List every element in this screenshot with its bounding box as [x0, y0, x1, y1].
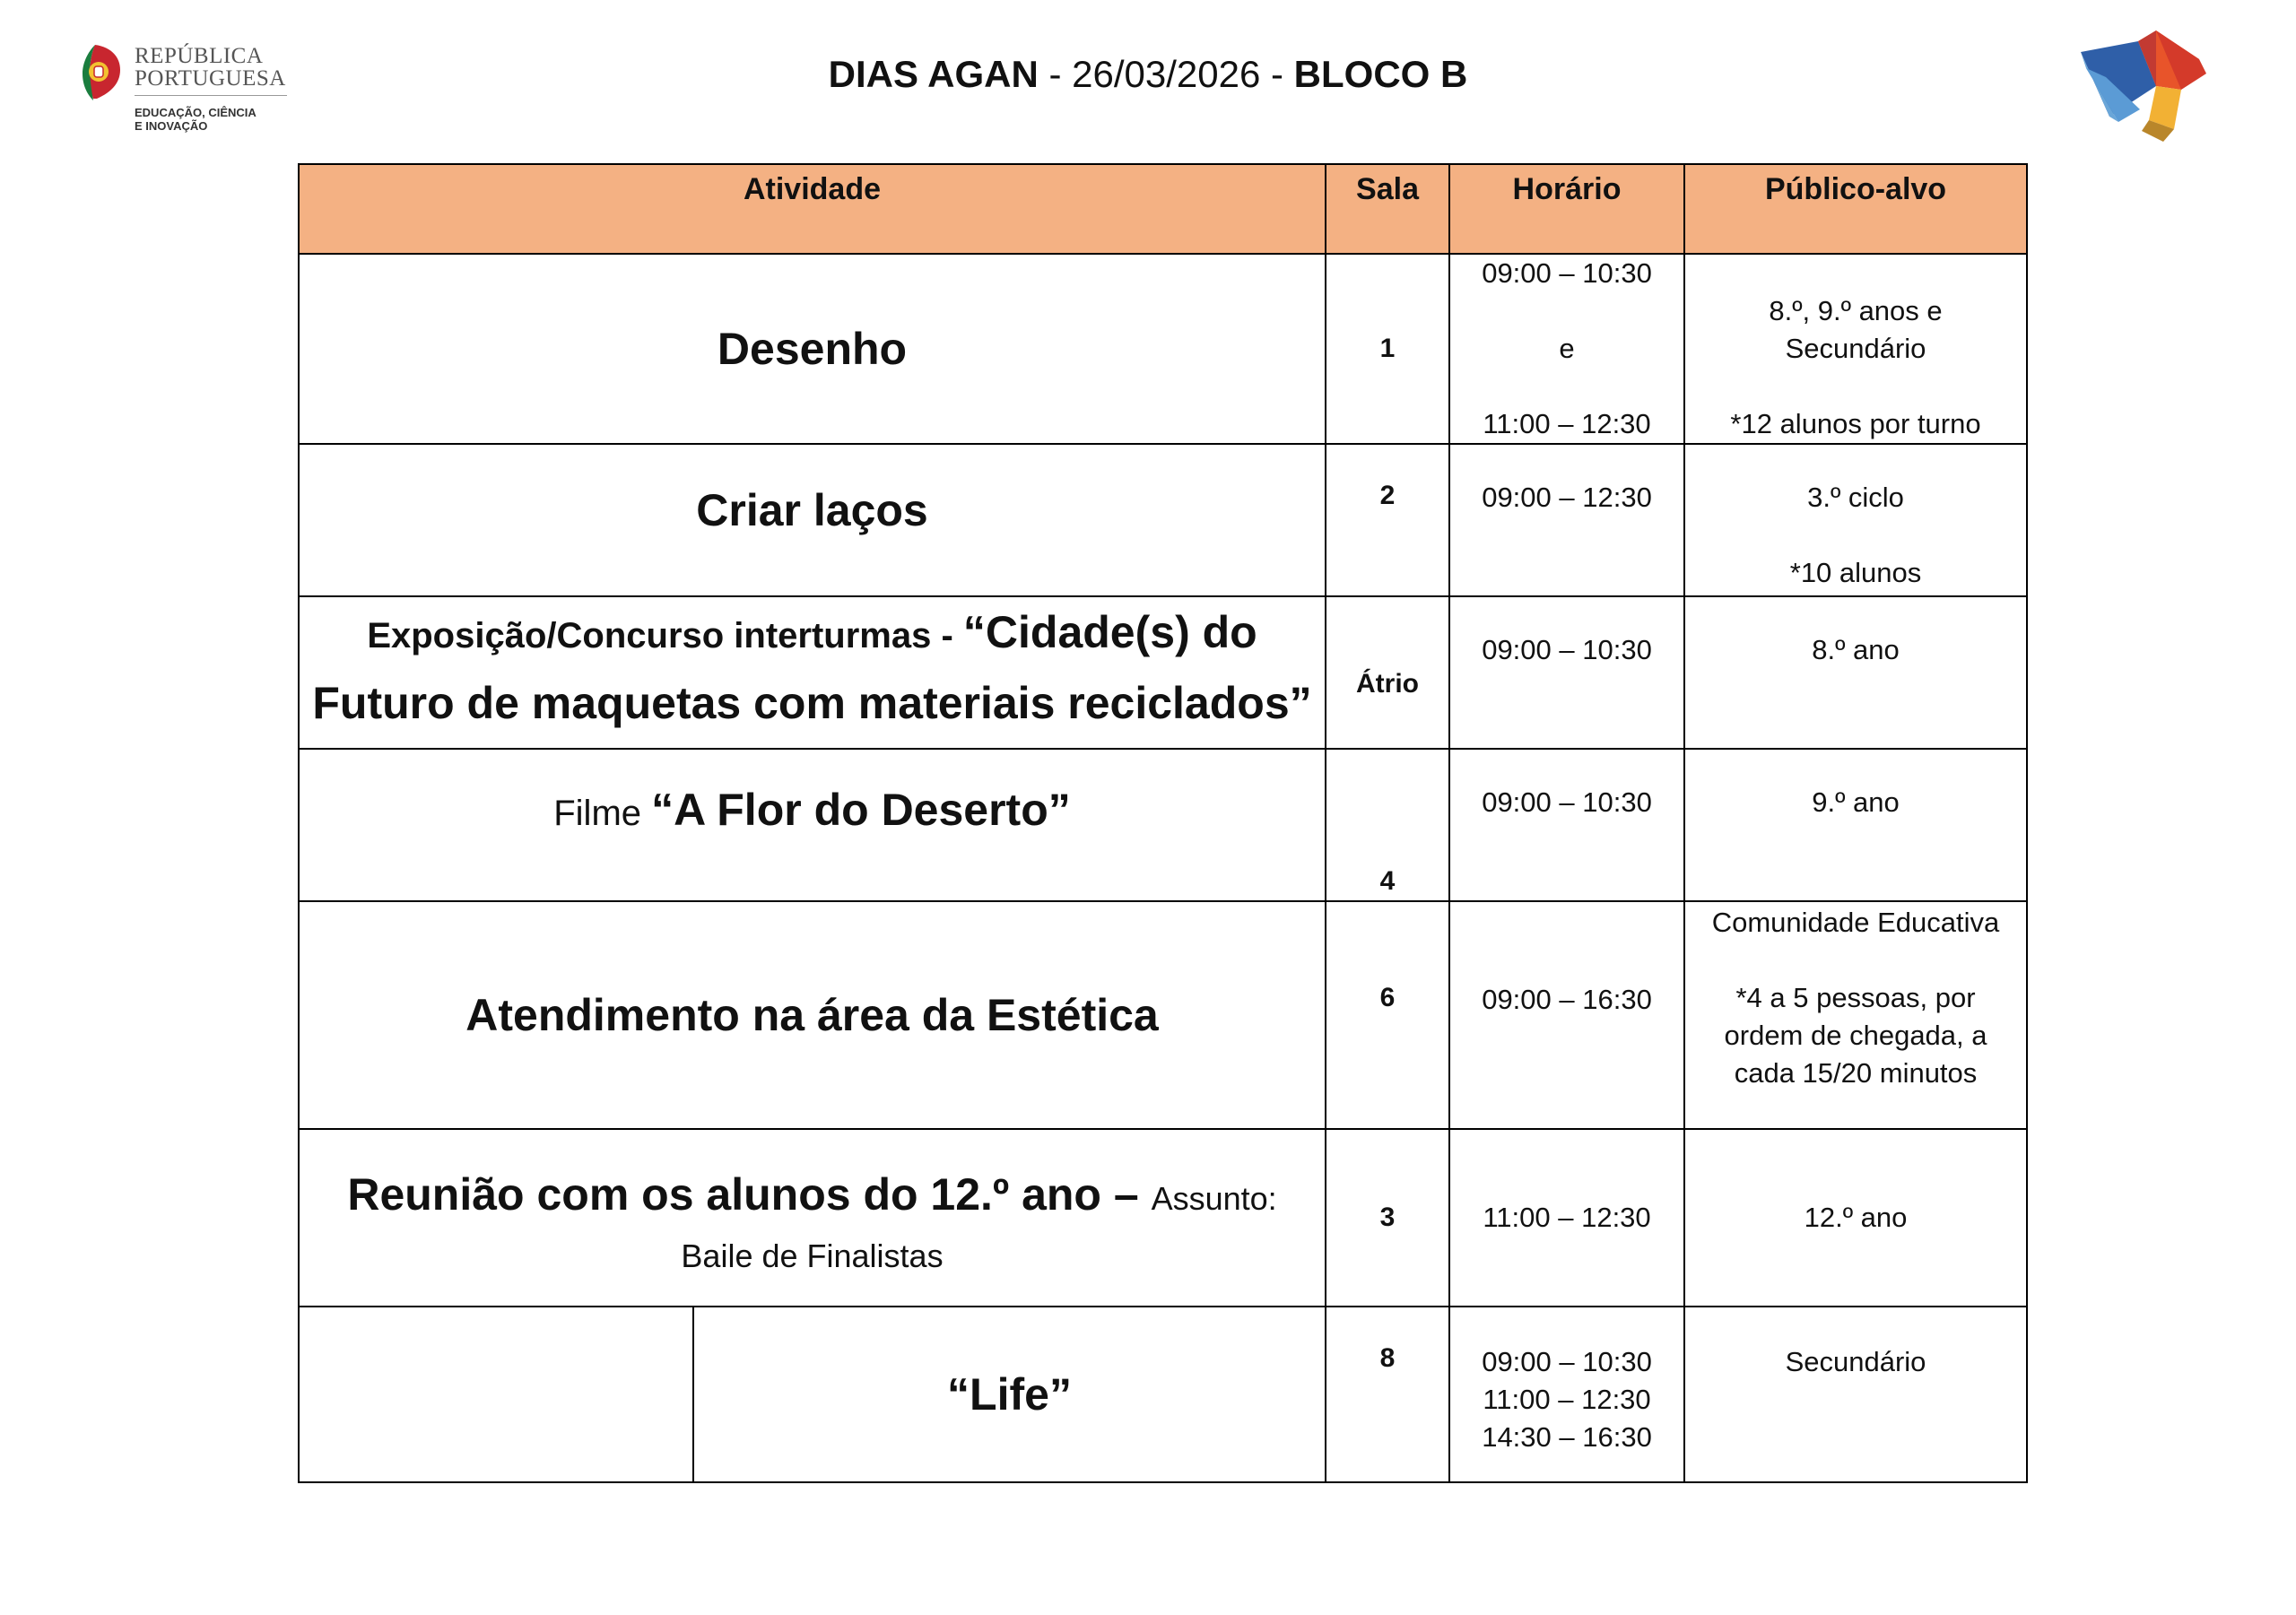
publico-cell — [1684, 254, 2027, 444]
audience-line: Comunidade Educativa — [1711, 907, 2000, 938]
empty-activity-cell — [299, 1307, 693, 1482]
activity-cell — [299, 901, 1326, 1129]
publico-cell — [1684, 596, 2027, 749]
publico-cell — [1684, 1307, 2027, 1482]
table-row — [299, 901, 2027, 1129]
horario-cell — [1449, 901, 1684, 1129]
activity-subject: Baile de Finalistas — [681, 1237, 944, 1274]
title-separator-2: - — [1260, 53, 1294, 95]
republic-line-1: REPÚBLICA — [135, 44, 264, 68]
time-slot: 11:00 – 12:30 — [1483, 1384, 1651, 1415]
ministry-line-2: E INOVAÇÃO — [135, 119, 208, 133]
time-connector: e — [1559, 333, 1575, 364]
table-row — [299, 254, 2027, 444]
republic-line-2: PORTUGUESA — [135, 66, 286, 91]
time-slot: 11:00 – 12:30 — [1483, 1202, 1651, 1233]
sala-cell: 8 — [1326, 1307, 1449, 1482]
audience-note: ordem de chegada, a — [1724, 1020, 1987, 1051]
schedule-table — [298, 163, 2028, 1483]
activity-cell — [693, 1307, 1326, 1482]
column-header-horario: Horário — [1449, 164, 1684, 254]
column-header-atividade: Atividade — [299, 164, 1326, 254]
horario-cell — [1449, 1129, 1684, 1307]
audience-note: *12 alunos por turno — [1730, 408, 1981, 439]
activity-title-part: “Cidade(s) do — [962, 607, 1257, 657]
audience-line: 8.º ano — [1812, 634, 1900, 665]
activity-title: Desenho — [717, 324, 908, 374]
activity-title-part: Exposição/Concurso interturmas - — [367, 616, 963, 656]
audience-line: Secundário — [1785, 333, 1926, 364]
publico-cell — [1684, 1129, 2027, 1307]
activity-title-part: Futuro de maquetas com materiais reciclados” — [312, 678, 1312, 728]
horario-cell — [1449, 254, 1684, 444]
sala-cell: 1 — [1326, 254, 1449, 444]
table-row — [299, 749, 2027, 901]
sala-cell: Átrio — [1326, 596, 1449, 749]
audience-line: 3.º ciclo — [1807, 482, 1904, 513]
title-block: BLOCO B — [1293, 53, 1468, 95]
activity-cell — [299, 749, 1326, 901]
column-header-sala: Sala — [1326, 164, 1449, 254]
school-cube-logo — [2074, 23, 2226, 149]
activity-subject-label: Assunto: — [1151, 1180, 1277, 1217]
audience-line: 8.º, 9.º anos e — [1769, 295, 1943, 326]
activity-cell — [299, 444, 1326, 596]
sala-cell: 2 — [1326, 444, 1449, 596]
audience-note: *10 alunos — [1789, 557, 1922, 588]
publico-cell — [1684, 444, 2027, 596]
publico-cell — [1684, 749, 2027, 901]
activity-title: Atendimento na área da Estética — [465, 990, 1159, 1040]
horario-cell — [1449, 1307, 1684, 1482]
horario-cell — [1449, 749, 1684, 901]
sala-cell: 4 — [1326, 749, 1449, 901]
time-slot: 09:00 – 10:30 — [1482, 1346, 1652, 1377]
time-slot: 14:30 – 16:30 — [1482, 1421, 1652, 1453]
title-event: DIAS AGAN — [828, 53, 1039, 95]
table-row — [299, 1129, 2027, 1307]
activity-title: “A Flor do Deserto” — [651, 785, 1071, 835]
activity-title: “Life” — [947, 1369, 1072, 1420]
time-slot: 09:00 – 10:30 — [1482, 634, 1652, 665]
horario-cell — [1449, 596, 1684, 749]
title-date: 26/03/2026 — [1072, 53, 1261, 95]
table-header-row — [299, 164, 2027, 254]
activity-title: Reunião com os alunos do 12.º ano – — [347, 1169, 1152, 1220]
title-separator-1: - — [1038, 53, 1073, 95]
audience-line: 12.º ano — [1804, 1202, 1908, 1233]
time-slot: 09:00 – 12:30 — [1482, 482, 1652, 513]
audience-line: 9.º ano — [1812, 786, 1900, 818]
ministry-name — [135, 106, 269, 133]
activity-title: Criar laços — [696, 485, 928, 535]
audience-line: Secundário — [1785, 1346, 1926, 1377]
table-row — [299, 444, 2027, 596]
time-slot: 09:00 – 10:30 — [1482, 786, 1652, 818]
horario-cell — [1449, 444, 1684, 596]
activity-cell — [299, 254, 1326, 444]
audience-note: *4 a 5 pessoas, por — [1735, 982, 1976, 1013]
table-row — [299, 596, 2027, 749]
activity-prefix: Filme — [553, 794, 652, 833]
activity-cell — [299, 596, 1326, 749]
sala-cell: 3 — [1326, 1129, 1449, 1307]
time-slot: 09:00 – 16:30 — [1482, 984, 1652, 1015]
page-title — [0, 52, 2296, 97]
time-slot: 11:00 – 12:30 — [1483, 408, 1651, 439]
column-header-publico-alvo: Público-alvo — [1684, 164, 2027, 254]
ministry-line-1: EDUCAÇÃO, CIÊNCIA — [135, 106, 257, 119]
time-slot: 09:00 – 10:30 — [1482, 257, 1652, 289]
publico-cell — [1684, 901, 2027, 1129]
audience-note: cada 15/20 minutos — [1734, 1057, 1978, 1089]
table-row — [299, 1307, 2027, 1482]
sala-cell: 6 — [1326, 901, 1449, 1129]
activity-cell — [299, 1129, 1326, 1307]
